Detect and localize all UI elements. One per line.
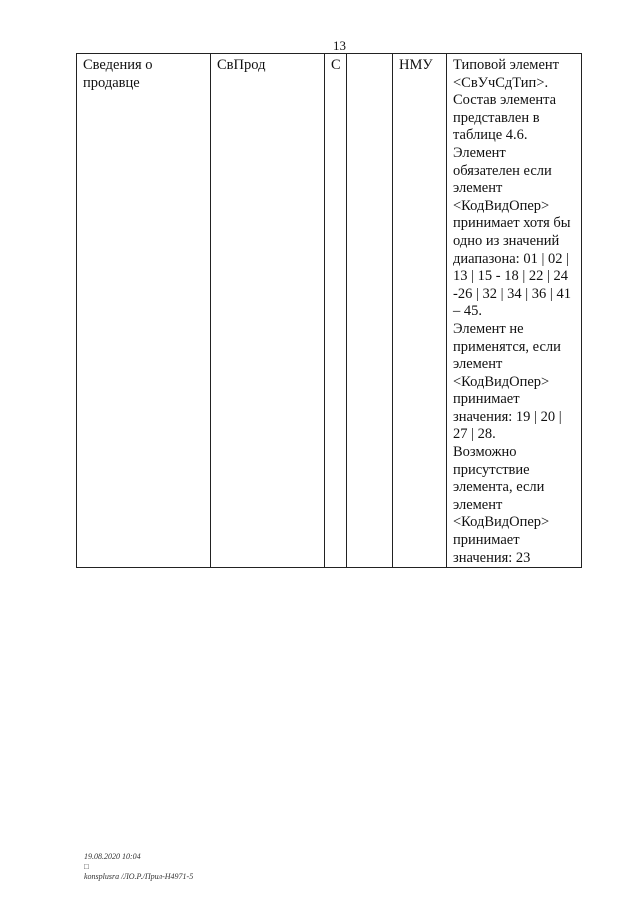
footer-timestamp: 19.08.2020 10:04 — [84, 852, 141, 861]
description-line: значения: 19 | 20 | — [453, 408, 562, 425]
description-line: <КодВидОпер> — [453, 514, 550, 531]
description-line: элемента, если — [453, 479, 545, 496]
description-line: принимает — [453, 391, 520, 408]
element-format-cell — [347, 54, 393, 568]
footer-path: konsplusra /ЛО.Р./Прил-Н4971-5 — [84, 872, 194, 881]
description-line: Возможно — [453, 444, 517, 461]
document-footer — [84, 852, 193, 882]
description-line: 27 | 28. — [453, 426, 496, 443]
footer-path-line — [84, 862, 193, 882]
description-line: <КодВидОпер> — [453, 197, 550, 214]
description-line: Элемент не — [453, 320, 524, 337]
description-line: обязателен если — [453, 162, 552, 179]
table-row — [77, 54, 582, 568]
description-line: принимает хотя бы — [453, 215, 571, 232]
element-name-cell: Сведения о продавце — [77, 54, 211, 568]
element-description-cell — [447, 54, 582, 568]
description-line: представлен в — [453, 109, 540, 126]
page-number: 13 — [333, 38, 346, 53]
description-line: Элемент — [453, 144, 506, 161]
document-icon: □ — [84, 862, 89, 871]
description-line: 13 | 15 - 18 | 22 | 24 — [453, 268, 569, 285]
description-line: <СвУчСдТип>. — [453, 74, 549, 91]
description-line: Типовой элемент — [453, 57, 559, 73]
element-code-cell: СвПрод — [211, 54, 325, 568]
element-indicator-cell: НМУ — [393, 54, 447, 568]
description-line: присутствие — [453, 461, 530, 478]
description-line: Состав элемента — [453, 92, 557, 109]
description-line: – 45. — [453, 303, 482, 320]
description-line: таблице 4.6. — [453, 127, 528, 144]
description-line: <КодВидОпер> — [453, 373, 550, 390]
description-line: элемент — [453, 180, 503, 197]
description-line: -26 | 32 | 34 | 36 | 41 — [453, 285, 571, 302]
description-line: применятся, если — [453, 338, 561, 355]
element-spec-table — [76, 53, 582, 568]
description-line: значения: 23 — [453, 549, 531, 566]
element-type-cell: С — [325, 54, 347, 568]
description-line: элемент — [453, 496, 503, 513]
description-line: элемент — [453, 356, 503, 373]
description-line: диапазона: 01 | 02 | — [453, 250, 569, 267]
description-line: одно из значений — [453, 232, 560, 249]
description-line: принимает — [453, 532, 520, 549]
